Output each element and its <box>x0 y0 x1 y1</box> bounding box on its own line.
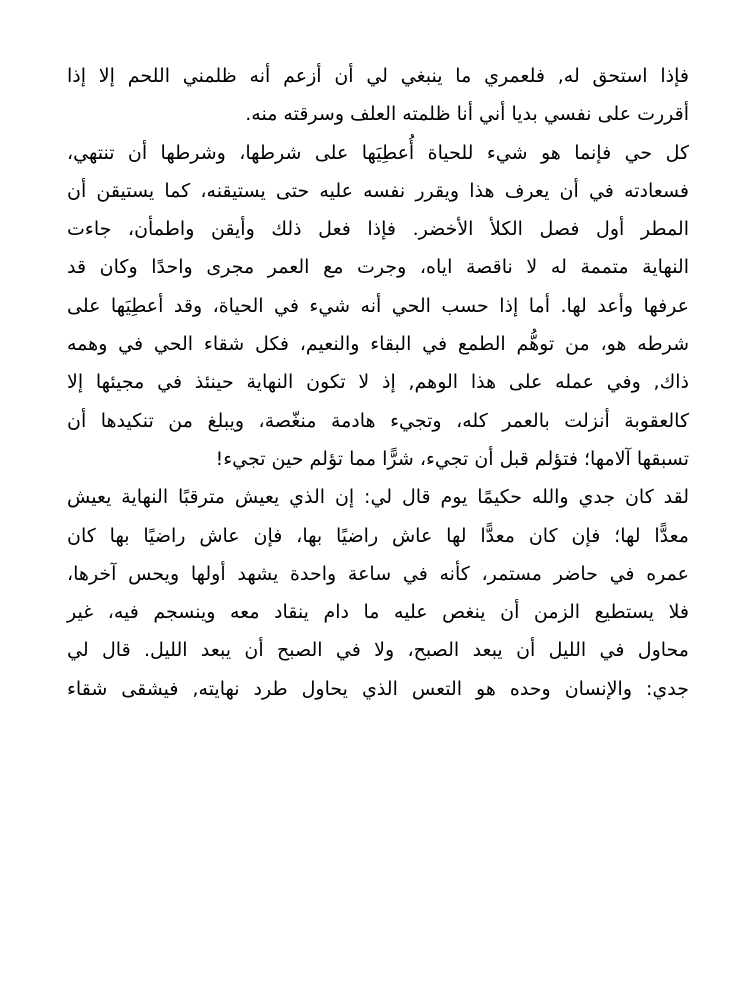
text-line: فإذا استحق له, فلعمري ما ينبغي لي أن أزعم أنه ظلمني اللحم إلا إذا <box>67 65 689 87</box>
text-line: تسبقها آلامها؛ فتؤلم قبل أن تجيء، شرًّا مما تؤلم حين تجيء! <box>215 447 689 470</box>
text-line: عرفها وأعد لها. أما إذا حسب الحي أنه شيء في الحياة، وقد أعطِيَها على <box>67 294 689 317</box>
text-line: جدي: والإنسان وحده هو التعس الذي يحاول طرد نهايته, فيشقى شقاء <box>67 677 689 700</box>
text-line: محاول في الليل أن يبعد الصبح، ولا في الصبح أن يبعد الليل. قال لي <box>67 639 689 662</box>
text-line: كل حي فإنما هو شيء للحياة أُعطِيَها على شرطها، وشرطها أن تنتهي، <box>67 141 689 164</box>
text-line: النهاية متممة له لا ناقصة اياه، وجرت مع العمر مجرى واحدًا وكان قد <box>67 256 689 279</box>
text-line: فلا يستطيع الزمن أن ينغص عليه ما دام ينقاد معه وينسجم فيه، غير <box>67 601 689 624</box>
text-line: لقد كان جدي والله حكيمًا يوم قال لي: إن الذي يعيش مترقبًا النهاية يعيش <box>67 486 689 509</box>
text-line: شرطه هو، من توهُّم الطمع في البقاء والنعيم، فكل شقاء الحي في وهمه <box>67 333 689 356</box>
text-block <box>67 57 689 708</box>
text-line: عمره في حاضر مستمر، كأنه في ساعة واحدة يشهد أولها ويحس آخرها، <box>67 562 689 585</box>
text-line: المطر أول فصل الكلأ الأخضر. فإذا فعل ذلك وأيقن واطمأن، جاءت <box>67 218 689 241</box>
text-line: ذاك, وفي عمله على هذا الوهم, إذ لا تكون النهاية حينئذ في مجيئها إلا <box>67 371 689 394</box>
text-line: أقررت على نفسي بديا أني أنا ظلمته العلف وسرقته منه. <box>245 103 689 126</box>
text-line: معدًّا لها؛ فإن كان معدًّا لها عاش راضيًا بها، فإن عاش راضيًا بها كان <box>67 524 689 547</box>
text-line: كالعقوبة أنزلت بالعمر كله، وتجيء هادمة منغّصة، ويبلغ من تنكيدها أن <box>67 409 689 432</box>
text-line: فسعادته في أن يعرف هذا ويقرر نفسه عليه حتى يستيقنه، كما يستيقن أن <box>67 179 689 202</box>
